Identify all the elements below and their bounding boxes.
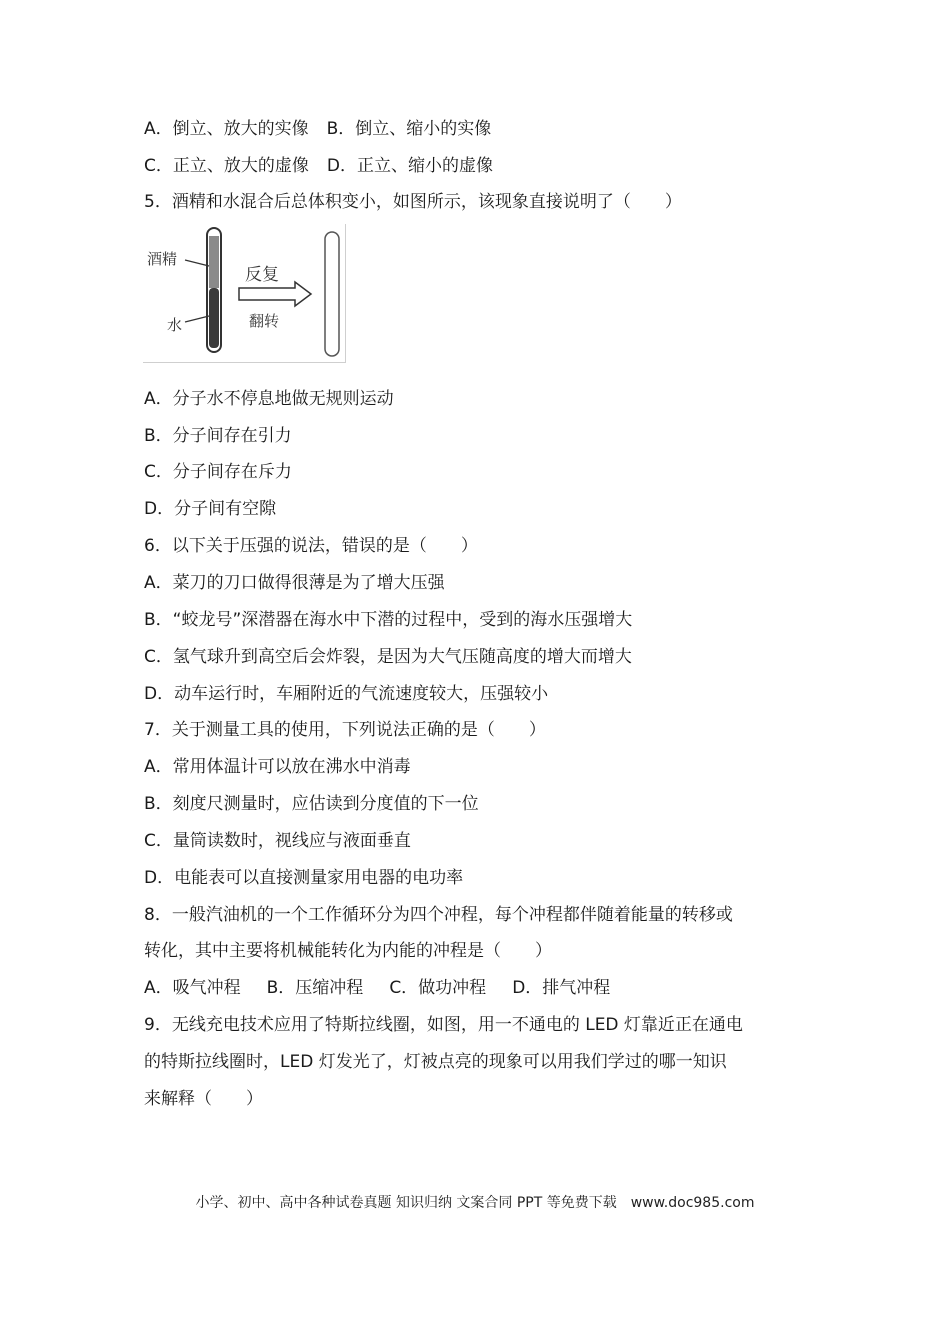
q8-stem-line-1: 8．一般汽油机的一个工作循环分为四个冲程，每个冲程都伴随着能量的转移或 — [144, 905, 733, 925]
q4-option-c: C．正立、放大的虚像 — [144, 156, 309, 176]
q9-stem-line-3: 来解释（ ） — [144, 1089, 263, 1109]
q7-option-d: D．电能表可以直接测量家用电器的电功率 — [144, 868, 464, 888]
q5-figure-test-tubes — [143, 224, 346, 363]
q8-option-d: D．排气冲程 — [512, 978, 611, 998]
q7-stem: 7．关于测量工具的使用，下列说法正确的是（ ） — [144, 720, 546, 740]
water-pointer — [185, 316, 209, 322]
water-layer — [209, 288, 219, 348]
arrow-label-top: 反复 — [245, 265, 279, 285]
alcohol-layer — [209, 236, 219, 288]
flip-arrow — [239, 282, 311, 306]
q5-option-d: D．分子间有空隙 — [144, 499, 277, 519]
right-test-tube — [325, 232, 339, 356]
q8-stem-line-2: 转化，其中主要将机械能转化为内能的冲程是（ ） — [144, 941, 552, 961]
q4-option-b: B．倒立、缩小的实像 — [326, 119, 492, 139]
q6-option-a: A．菜刀的刀口做得很薄是为了增大压强 — [144, 573, 445, 593]
q4-option-d: D．正立、缩小的虚像 — [326, 156, 493, 176]
q6-option-b: B．“蛟龙号”深潜器在海水中下潜的过程中，受到的海水压强增大 — [144, 610, 633, 630]
q7-option-a: A．常用体温计可以放在沸水中消毒 — [144, 757, 411, 777]
q5-option-c: C．分子间存在斥力 — [144, 462, 292, 482]
q4-options-row-1 — [144, 118, 491, 140]
q6-option-c: C．氢气球升到高空后会炸裂，是因为大气压随高度的增大而增大 — [144, 647, 632, 667]
q7-option-c: C．量筒读数时，视线应与液面垂直 — [144, 831, 411, 851]
q8-option-c: C．做功冲程 — [389, 978, 487, 998]
q8-option-a: A．吸气冲程 — [144, 978, 241, 998]
q7-option-b: B．刻度尺测量时，应估读到分度值的下一位 — [144, 794, 479, 814]
q5-option-b: B．分子间存在引力 — [144, 426, 292, 446]
q5-stem: 5．酒精和水混合后总体积变小，如图所示，该现象直接说明了（ ） — [144, 192, 682, 212]
q9-stem-line-1: 9．无线充电技术应用了特斯拉线圈，如图，用一不通电的 LED 灯靠近正在通电 — [144, 1015, 743, 1035]
arrow-label-bottom: 翻转 — [249, 312, 280, 330]
q4-options-row-2 — [144, 155, 493, 177]
q6-stem: 6．以下关于压强的说法，错误的是（ ） — [144, 536, 478, 556]
q6-option-d: D．动车运行时，车厢附近的气流速度较大，压强较小 — [144, 684, 549, 704]
q4-option-a: A．倒立、放大的实像 — [144, 119, 309, 139]
test-tube-diagram — [143, 224, 345, 362]
q9-stem-line-2: 的特斯拉线圈时，LED 灯发光了，灯被点亮的现象可以用我们学过的哪一知识 — [144, 1052, 727, 1072]
alcohol-pointer — [185, 260, 209, 266]
q5-option-a: A．分子水不停息地做无规则运动 — [144, 389, 394, 409]
q8-option-b: B．压缩冲程 — [266, 978, 364, 998]
q8-options-row — [144, 977, 610, 999]
page-footer: 小学、初中、高中各种试卷真题 知识归纳 文案合同 PPT 等免费下载 www.doc985.com — [195, 1195, 755, 1211]
alcohol-label: 酒精 — [147, 250, 178, 268]
water-label: 水 — [167, 316, 183, 334]
